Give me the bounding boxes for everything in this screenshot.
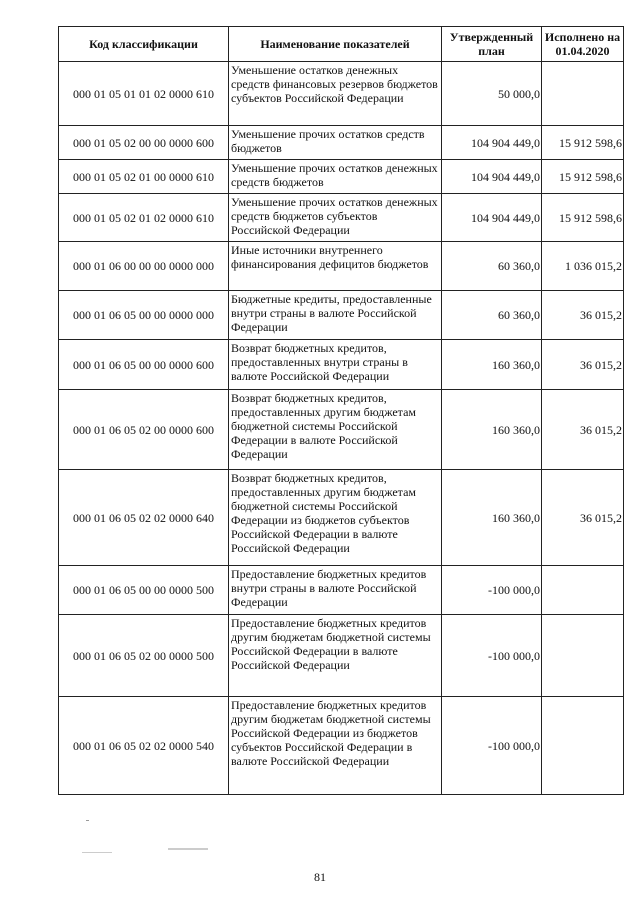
scan-speck [86, 820, 89, 821]
cell-plan: -100 000,0 [442, 566, 542, 615]
cell-executed: 15 912 598,6 [542, 160, 624, 194]
cell-name: Уменьшение прочих остатков денежных средств бюджетов [229, 160, 442, 194]
cell-plan: 104 904 449,0 [442, 126, 542, 160]
cell-executed: 36 015,2 [542, 340, 624, 390]
cell-plan: 104 904 449,0 [442, 160, 542, 194]
cell-code: 000 01 05 02 01 00 0000 610 [59, 160, 229, 194]
cell-name: Уменьшение прочих остатков средств бюджетов [229, 126, 442, 160]
page-number: 81 [314, 870, 326, 884]
table-body [59, 62, 624, 795]
scan-speck [82, 852, 112, 853]
cell-name: Уменьшение остатков денежных средств финансовых резервов бюджетов субъектов Российской Федерации [229, 62, 442, 126]
table-row [59, 697, 624, 795]
cell-plan: 50 000,0 [442, 62, 542, 126]
cell-executed: 1 036 015,2 [542, 242, 624, 291]
header-code: Код классификации [59, 27, 229, 62]
cell-executed [542, 697, 624, 795]
table-row [59, 470, 624, 566]
cell-plan: -100 000,0 [442, 697, 542, 795]
cell-code: 000 01 06 05 02 02 0000 540 [59, 697, 229, 795]
table-row [59, 390, 624, 470]
cell-executed [542, 615, 624, 697]
cell-code: 000 01 06 05 02 00 0000 500 [59, 615, 229, 697]
budget-table [58, 26, 624, 795]
cell-plan: 160 360,0 [442, 390, 542, 470]
header-plan: Утвержденный план [442, 27, 542, 62]
header-executed: Исполнено на 01.04.2020 [542, 27, 624, 62]
table-row [59, 62, 624, 126]
cell-code: 000 01 06 05 00 00 0000 600 [59, 340, 229, 390]
cell-name: Бюджетные кредиты, предоставленные внутри страны в валюте Российской Федерации [229, 291, 442, 340]
cell-executed [542, 62, 624, 126]
cell-executed: 36 015,2 [542, 390, 624, 470]
cell-name: Иные источники внутреннего финансирования дефицитов бюджетов [229, 242, 442, 291]
cell-executed: 15 912 598,6 [542, 194, 624, 242]
cell-code: 000 01 06 05 00 00 0000 000 [59, 291, 229, 340]
cell-code: 000 01 05 02 00 00 0000 600 [59, 126, 229, 160]
budget-table-container [58, 26, 623, 795]
cell-plan: 60 360,0 [442, 242, 542, 291]
header-name: Наименование показателей [229, 27, 442, 62]
cell-name: Возврат бюджетных кредитов, предоставленных другим бюджетам бюджетной системы Российской Федерации в валюте Российской Федерации [229, 390, 442, 470]
table-row [59, 291, 624, 340]
scan-speck [168, 848, 208, 850]
table-row [59, 242, 624, 291]
table-row [59, 160, 624, 194]
table-row [59, 615, 624, 697]
cell-code: 000 01 05 02 01 02 0000 610 [59, 194, 229, 242]
cell-executed: 36 015,2 [542, 470, 624, 566]
cell-plan: -100 000,0 [442, 615, 542, 697]
cell-name: Уменьшение прочих остатков денежных средств бюджетов субъектов Российской Федерации [229, 194, 442, 242]
table-row [59, 194, 624, 242]
cell-name: Возврат бюджетных кредитов, предоставленных другим бюджетам бюджетной системы Российской Федерации из бюджетов субъектов Российской Федерации в валюте Российской Федерации [229, 470, 442, 566]
cell-code: 000 01 05 01 01 02 0000 610 [59, 62, 229, 126]
cell-executed: 36 015,2 [542, 291, 624, 340]
table-row [59, 126, 624, 160]
cell-name: Возврат бюджетных кредитов, предоставленных внутри страны в валюте Российской Федерации [229, 340, 442, 390]
cell-code: 000 01 06 05 00 00 0000 500 [59, 566, 229, 615]
cell-executed: 15 912 598,6 [542, 126, 624, 160]
cell-code: 000 01 06 00 00 00 0000 000 [59, 242, 229, 291]
cell-name: Предоставление бюджетных кредитов другим бюджетам бюджетной системы Российской Федерации в валюте Российской Федерации [229, 615, 442, 697]
cell-executed [542, 566, 624, 615]
cell-plan: 160 360,0 [442, 470, 542, 566]
cell-plan: 104 904 449,0 [442, 194, 542, 242]
cell-code: 000 01 06 05 02 00 0000 600 [59, 390, 229, 470]
table-header-row [59, 27, 624, 62]
table-row [59, 340, 624, 390]
table-row [59, 566, 624, 615]
cell-plan: 160 360,0 [442, 340, 542, 390]
cell-name: Предоставление бюджетных кредитов внутри страны в валюте Российской Федерации [229, 566, 442, 615]
cell-plan: 60 360,0 [442, 291, 542, 340]
cell-code: 000 01 06 05 02 02 0000 640 [59, 470, 229, 566]
cell-name: Предоставление бюджетных кредитов другим бюджетам бюджетной системы Российской Федерации из бюджетов субъектов Российской Федерации в валюте Российской Федерации [229, 697, 442, 795]
